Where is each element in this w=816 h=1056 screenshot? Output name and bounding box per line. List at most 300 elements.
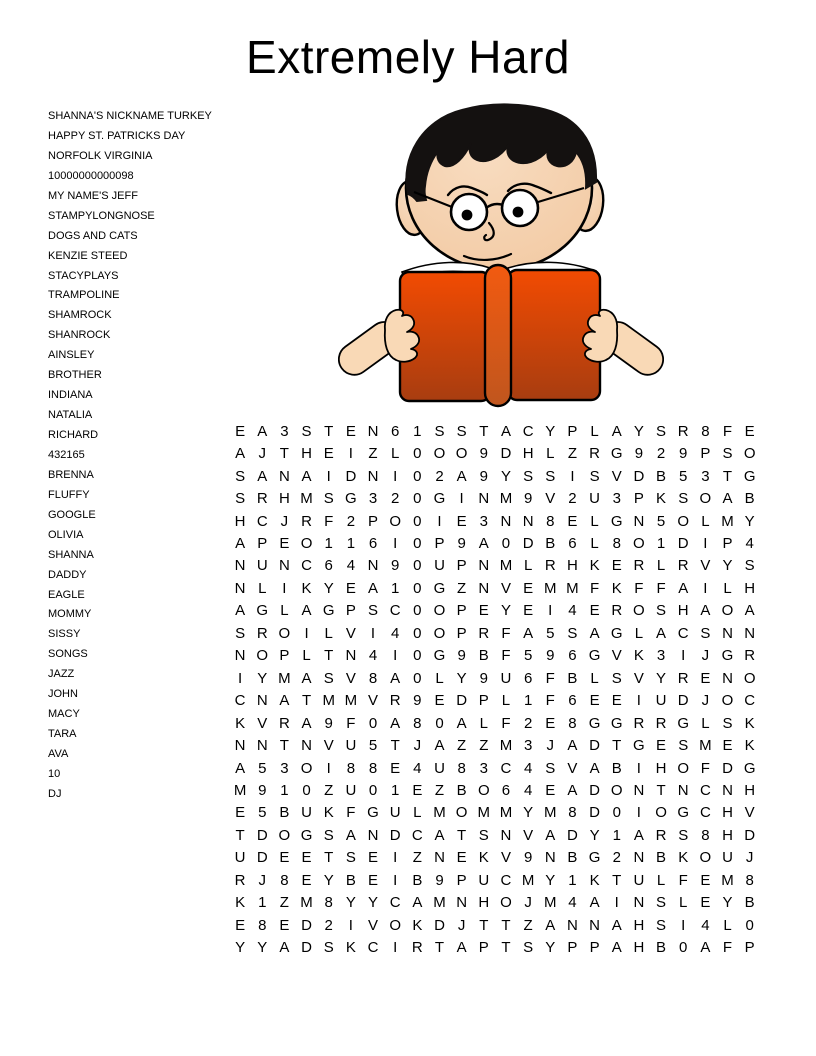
grid-cell: N: [633, 781, 645, 799]
grid-cell: E: [390, 759, 401, 777]
grid-cell: G: [610, 512, 623, 530]
grid-cell: D: [256, 826, 268, 844]
grid-cell: 0: [413, 445, 422, 463]
grid-cell: O: [433, 445, 446, 463]
grid-cell: F: [346, 714, 356, 732]
grid-cell: E: [523, 602, 534, 620]
grid-cell: E: [611, 557, 622, 575]
grid-cell: N: [434, 849, 445, 867]
grid-cell: G: [322, 602, 335, 620]
word-list-item: SHANNA'S NICKNAME TURKEY: [48, 110, 212, 122]
grid-cell: V: [500, 579, 511, 597]
grid-cell: O: [721, 692, 734, 710]
word-list-item: DADDY: [48, 568, 87, 581]
grid-cell: Z: [457, 579, 467, 597]
grid-cell: G: [610, 714, 623, 732]
grid-cell: K: [678, 849, 689, 867]
grid-cell: N: [234, 737, 246, 755]
grid-cell: M: [544, 579, 557, 597]
grid-cell: D: [567, 826, 578, 844]
grid-cell: O: [721, 602, 734, 620]
grid-cell: F: [501, 714, 511, 732]
grid-cell: H: [744, 579, 756, 597]
grid-cell: L: [723, 916, 732, 934]
grid-cell: G: [743, 467, 756, 485]
grid-cell: Z: [479, 737, 489, 755]
grid-cell: 0: [413, 557, 422, 575]
grid-cell: E: [700, 894, 711, 912]
grid-cell: 8: [568, 804, 577, 822]
grid-cell: I: [681, 647, 686, 665]
grid-cell: G: [610, 624, 623, 642]
grid-cell: I: [282, 579, 287, 597]
grid-cell: B: [545, 534, 556, 552]
grid-cell: 9: [523, 490, 533, 508]
grid-cell: 9: [546, 647, 555, 665]
word-list-item: AVA: [48, 748, 69, 760]
grid-cell: E: [412, 781, 423, 799]
grid-cell: 0: [368, 781, 378, 799]
grid-cell: 5: [656, 512, 666, 530]
grid-cell: M: [544, 804, 557, 822]
grid-cell: 0: [413, 602, 422, 620]
grid-cell: V: [567, 759, 578, 777]
grid-cell: R: [411, 939, 423, 957]
word-list-item: MOMMY: [48, 608, 92, 621]
grid-cell: S: [368, 602, 379, 620]
grid-cell: E: [323, 445, 334, 463]
grid-cell: H: [677, 602, 689, 620]
grid-cell: L: [723, 579, 732, 597]
grid-cell: C: [256, 512, 268, 530]
grid-cell: K: [744, 714, 755, 732]
grid-cell: E: [523, 579, 534, 597]
grid-cell: Z: [368, 445, 378, 463]
grid-cell: 4: [568, 894, 577, 912]
word-list-item: BROTHER: [48, 369, 102, 382]
grid-cell: O: [743, 445, 756, 463]
grid-cell: 3: [479, 759, 488, 777]
grid-cell: S: [434, 422, 445, 440]
grid-cell: Y: [257, 939, 268, 957]
grid-cell: M: [322, 692, 335, 710]
grid-cell: 4: [346, 557, 356, 575]
grid-cell: 2: [435, 467, 444, 485]
grid-cell: 3: [656, 647, 666, 665]
grid-cell: L: [701, 714, 710, 732]
grid-cell: R: [633, 714, 645, 732]
grid-cell: O: [633, 602, 645, 620]
grid-cell: C: [522, 422, 534, 440]
grid-cell: 0: [302, 781, 311, 799]
grid-cell: 0: [745, 916, 754, 934]
grid-cell: A: [611, 422, 622, 440]
grid-cell: H: [278, 490, 290, 508]
grid-cell: M: [499, 804, 513, 822]
grid-cell: 9: [634, 445, 644, 463]
grid-cell: R: [677, 557, 689, 575]
grid-cell: Z: [523, 916, 533, 934]
grid-cell: B: [567, 669, 578, 687]
grid-cell: A: [434, 826, 445, 844]
grid-cell: E: [545, 781, 556, 799]
grid-cell: N: [500, 826, 512, 844]
grid-cell: 2: [391, 490, 400, 508]
grid-cell: I: [348, 916, 353, 934]
grid-cell: S: [345, 849, 356, 867]
grid-cell: 1: [280, 781, 289, 799]
word-list-item: SHANNA: [48, 548, 94, 561]
grid-cell: S: [301, 422, 312, 440]
grid-cell: M: [477, 804, 491, 822]
grid-cell: N: [345, 647, 357, 665]
grid-cell: Z: [279, 894, 289, 912]
grid-cell: 8: [612, 534, 621, 552]
grid-cell: 2: [568, 490, 577, 508]
grid-cell: G: [743, 759, 756, 777]
grid-cell: N: [744, 624, 756, 642]
word-list-item: MACY: [48, 708, 80, 721]
right-pupil: [513, 207, 524, 218]
grid-cell: T: [324, 849, 334, 867]
grid-cell: D: [677, 692, 689, 710]
grid-cell: M: [544, 894, 557, 912]
grid-cell: S: [722, 714, 733, 732]
grid-cell: H: [655, 759, 667, 777]
grid-cell: V: [744, 804, 755, 822]
grid-cell: N: [722, 624, 733, 642]
grid-cell: I: [237, 669, 243, 687]
grid-cell: C: [234, 692, 246, 710]
grid-cell: P: [700, 445, 711, 463]
grid-cell: Y: [656, 669, 667, 687]
grid-cell: V: [368, 916, 379, 934]
grid-cell: K: [412, 916, 423, 934]
grid-cell: B: [656, 849, 667, 867]
word-list-item: BRENNA: [48, 468, 94, 481]
grid-cell: B: [567, 849, 578, 867]
grid-cell: N: [633, 849, 645, 867]
grid-cell: I: [703, 534, 708, 552]
grid-cell: S: [235, 490, 246, 508]
grid-cell: V: [368, 692, 379, 710]
grid-cell: C: [389, 894, 401, 912]
grid-cell: K: [589, 871, 600, 889]
grid-cell: L: [590, 669, 599, 687]
grid-cell: 8: [324, 894, 333, 912]
grid-cell: V: [700, 557, 711, 575]
grid-cell: R: [744, 647, 756, 665]
word-list: [48, 107, 212, 805]
grid-cell: Z: [457, 737, 467, 755]
grid-cell: A: [301, 669, 312, 687]
grid-cell: R: [655, 826, 667, 844]
grid-cell: 6: [568, 534, 577, 552]
grid-cell: M: [300, 894, 313, 912]
grid-cell: B: [611, 759, 622, 777]
grid-cell: T: [301, 692, 312, 710]
grid-cell: E: [235, 804, 246, 822]
grid-cell: P: [589, 939, 600, 957]
grid-cell: O: [610, 781, 623, 799]
word-list-item: STACYPLAYS: [48, 269, 119, 282]
grid-cell: A: [545, 916, 556, 934]
grid-cell: O: [389, 512, 401, 530]
grid-cell: V: [611, 467, 622, 485]
grid-cell: K: [235, 894, 246, 912]
grid-cell: O: [433, 624, 446, 642]
grid-cell: Y: [257, 669, 268, 687]
grid-cell: T: [324, 422, 334, 440]
grid-cell: L: [679, 894, 688, 912]
grid-cell: S: [456, 422, 467, 440]
grid-cell: G: [256, 602, 269, 620]
grid-cell: N: [722, 669, 733, 687]
word-list-item: RICHARD: [48, 429, 99, 441]
grid-cell: 9: [435, 871, 444, 889]
grid-cell: 4: [368, 647, 378, 665]
grid-cell: I: [459, 490, 464, 508]
grid-cell: I: [570, 467, 575, 485]
grid-cell: A: [279, 692, 290, 710]
grid-cell: S: [656, 602, 667, 620]
grid-cell: A: [235, 602, 246, 620]
grid-cell: D: [389, 826, 401, 844]
word-list-item: 432165: [48, 448, 85, 461]
grid-cell: I: [393, 849, 398, 867]
grid-cell: A: [567, 781, 578, 799]
grid-cell: R: [677, 669, 689, 687]
grid-cell: Y: [456, 669, 467, 687]
grid-cell: 3: [523, 737, 533, 755]
grid-cell: S: [545, 467, 556, 485]
grid-cell: H: [522, 445, 534, 463]
grid-cell: I: [304, 624, 309, 642]
grid-cell: O: [699, 490, 712, 508]
grid-cell: 1: [324, 534, 333, 552]
word-list-item: MY NAME'S JEFF: [48, 189, 138, 202]
grid-cell: A: [589, 759, 600, 777]
grid-cell: P: [722, 534, 733, 552]
grid-cell: S: [700, 624, 711, 642]
grid-cell: N: [278, 467, 290, 485]
grid-cell: P: [279, 647, 290, 665]
grid-cell: 8: [701, 826, 710, 844]
grid-cell: 1: [523, 692, 533, 710]
grid-cell: F: [501, 624, 511, 642]
grid-cell: K: [323, 804, 334, 822]
grid-cell: Z: [434, 781, 445, 799]
grid-cell: Y: [589, 826, 600, 844]
grid-cell: C: [367, 939, 379, 957]
grid-cell: 2: [612, 849, 621, 867]
grid-cell: A: [390, 714, 401, 732]
grid-cell: S: [589, 467, 600, 485]
grid-cell: R: [256, 624, 268, 642]
grid-cell: Y: [545, 871, 556, 889]
grid-cell: A: [611, 939, 622, 957]
grid-cell: 0: [413, 534, 422, 552]
grid-cell: K: [301, 579, 312, 597]
grid-cell: N: [234, 647, 246, 665]
grid-cell: C: [411, 826, 423, 844]
grid-cell: F: [634, 579, 644, 597]
grid-cell: M: [344, 692, 358, 710]
grid-cell: G: [677, 804, 690, 822]
grid-cell: D: [434, 916, 445, 934]
grid-cell: L: [324, 624, 333, 642]
grid-cell: D: [301, 939, 312, 957]
grid-cell: E: [235, 916, 246, 934]
grid-cell: E: [567, 512, 578, 530]
grid-cell: N: [478, 490, 490, 508]
grid-cell: D: [744, 826, 756, 844]
grid-cell: L: [479, 714, 488, 732]
grid-cell: S: [478, 826, 489, 844]
grid-cell: E: [345, 579, 356, 597]
word-list-item: INDIANA: [48, 389, 93, 402]
grid-cell: 2: [656, 445, 666, 463]
grid-cell: R: [234, 871, 246, 889]
grid-cell: 8: [457, 759, 466, 777]
grid-cell: M: [300, 490, 313, 508]
grid-cell: U: [301, 804, 312, 822]
grid-cell: O: [300, 534, 313, 552]
word-list-item: EAGLE: [48, 588, 85, 601]
grid-cell: U: [633, 871, 645, 889]
grid-cell: S: [235, 624, 246, 642]
grid-cell: 8: [258, 916, 267, 934]
grid-cell: E: [301, 849, 312, 867]
grid-cell: M: [699, 737, 712, 755]
grid-cell: T: [390, 737, 400, 755]
word-list-item: KENZIE STEED: [48, 249, 128, 262]
grid-cell: E: [589, 602, 600, 620]
grid-cell: 8: [368, 669, 378, 687]
grid-cell: S: [678, 826, 689, 844]
grid-cell: K: [478, 849, 489, 867]
grid-cell: J: [546, 737, 555, 755]
grid-cell: S: [545, 759, 556, 777]
grid-cell: G: [721, 647, 734, 665]
grid-cell: E: [656, 737, 667, 755]
grid-cell: M: [721, 512, 734, 530]
grid-cell: 0: [413, 490, 422, 508]
grid-cell: A: [301, 714, 312, 732]
grid-cell: D: [522, 534, 534, 552]
grid-cell: 9: [679, 445, 688, 463]
grid-cell: T: [457, 826, 467, 844]
grid-cell: P: [368, 512, 379, 530]
grid-cell: Y: [744, 512, 755, 530]
grid-cell: P: [345, 602, 356, 620]
grid-cell: 3: [280, 759, 289, 777]
grid-cell: A: [589, 894, 600, 912]
grid-cell: 8: [413, 714, 422, 732]
grid-cell: 9: [523, 849, 533, 867]
grid-cell: N: [567, 916, 578, 934]
grid-cell: N: [367, 422, 379, 440]
grid-cell: R: [278, 714, 290, 732]
grid-cell: T: [479, 916, 489, 934]
grid-cell: V: [345, 624, 356, 642]
grid-cell: I: [326, 759, 331, 777]
grid-cell: 5: [258, 759, 267, 777]
grid-cell: A: [456, 467, 467, 485]
grid-cell: Y: [523, 804, 534, 822]
grid-cell: V: [500, 849, 511, 867]
grid-cell: R: [301, 512, 312, 530]
grid-cell: A: [744, 602, 755, 620]
word-list-item: GOOGLE: [48, 508, 96, 521]
grid-cell: F: [589, 579, 600, 597]
grid-cell: 9: [324, 714, 333, 732]
grid-cell: R: [611, 602, 623, 620]
grid-cell: 8: [346, 759, 356, 777]
grid-cell: E: [456, 512, 467, 530]
grid-cell: L: [701, 512, 710, 530]
grid-cell: Y: [345, 894, 356, 912]
grid-cell: S: [656, 916, 667, 934]
grid-cell: F: [501, 647, 511, 665]
grid-cell: D: [722, 759, 733, 777]
grid-cell: N: [478, 579, 490, 597]
grid-cell: L: [523, 557, 533, 575]
grid-cell: L: [501, 692, 511, 710]
grid-cell: N: [278, 557, 290, 575]
word-list-item: SONGS: [48, 648, 88, 661]
grid-cell: H: [722, 826, 733, 844]
grid-cell: J: [701, 647, 710, 665]
grid-cell: A: [678, 579, 689, 597]
grid-cell: 0: [413, 512, 422, 530]
grid-cell: B: [279, 804, 290, 822]
grid-cell: R: [589, 445, 600, 463]
grid-cell: N: [367, 557, 379, 575]
grid-cell: N: [677, 781, 689, 799]
grid-cell: U: [500, 669, 512, 687]
grid-cell: T: [235, 826, 245, 844]
grid-cell: U: [434, 759, 445, 777]
grid-cell: P: [744, 939, 755, 957]
grid-cell: A: [368, 579, 379, 597]
grid-cell: H: [478, 894, 490, 912]
grid-cell: A: [611, 916, 622, 934]
grid-cell: N: [633, 894, 645, 912]
grid-cell: 8: [745, 871, 754, 889]
grid-cell: A: [633, 826, 644, 844]
grid-cell: E: [434, 692, 445, 710]
grid-cell: G: [633, 737, 645, 755]
grid-cell: H: [744, 781, 756, 799]
grid-cell: L: [280, 602, 289, 620]
grid-cell: B: [744, 894, 755, 912]
grid-cell: Z: [567, 445, 577, 463]
grid-cell: 4: [745, 534, 754, 552]
grid-cell: U: [478, 871, 490, 889]
grid-cell: O: [500, 894, 512, 912]
grid-cell: A: [345, 826, 356, 844]
grid-cell: D: [456, 692, 468, 710]
grid-cell: I: [548, 602, 553, 620]
grid-cell: O: [300, 759, 313, 777]
grid-cell: S: [523, 467, 534, 485]
grid-cell: 6: [324, 557, 333, 575]
grid-cell: G: [300, 826, 313, 844]
grid-cell: F: [722, 422, 733, 440]
grid-cell: Y: [368, 894, 379, 912]
grid-cell: B: [656, 939, 667, 957]
